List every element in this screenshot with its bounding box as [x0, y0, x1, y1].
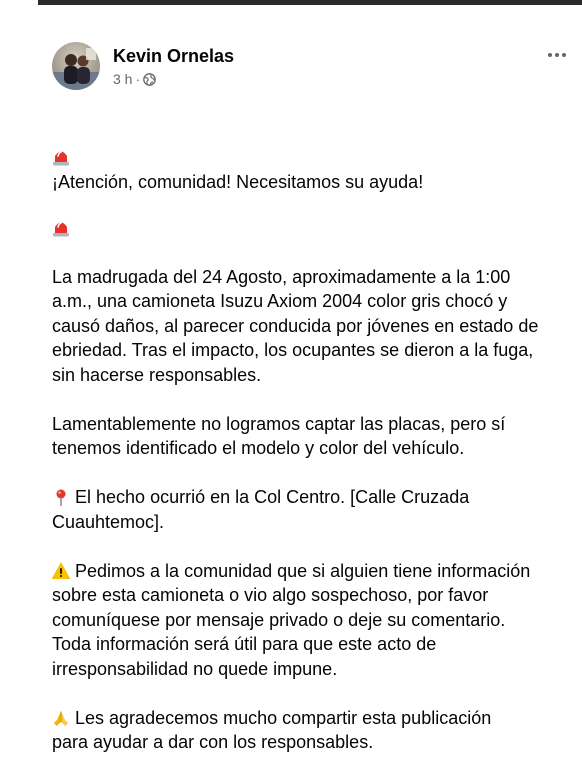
post-headline: [52, 99, 572, 240]
siren-emoji-icon: [52, 194, 70, 212]
avatar[interactable]: [52, 42, 100, 90]
meta-separator: ·: [135, 71, 141, 87]
globe-icon[interactable]: [143, 73, 156, 86]
paragraph-request: [52, 559, 572, 682]
post-header: [52, 42, 572, 92]
more-options-button[interactable]: [544, 42, 570, 68]
siren-emoji-icon: [52, 124, 70, 142]
location-text: El hecho ocurrió en la Col Centro. [Calle Cruzada Cuauhtemoc].: [52, 487, 470, 532]
paragraph-plates: Lamentablemente no logramos captar las placas, pero sí tenemos identificado el modelo y color del vehículo.: [52, 413, 506, 458]
post-meta: [113, 71, 156, 87]
warning-emoji-icon: [52, 562, 70, 580]
paragraph-location: [52, 485, 572, 534]
thanks-text: Les agradecemos mucho compartir esta publicación para ayudar a dar con los responsables.: [52, 707, 492, 752]
post-body: [52, 99, 572, 779]
folded-hands-emoji-icon: [52, 709, 70, 727]
headline-text: ¡Atención, comunidad! Necesitamos su ayuda!: [52, 171, 424, 192]
more-options-icon: [548, 53, 552, 57]
paragraph-thanks: [52, 706, 572, 755]
post-time[interactable]: 3 h: [113, 71, 133, 87]
request-text: Pedimos a la comunidad que si alguien tiene información sobre esta camioneta o vio algo sospechoso, por favor comuníquese por mensaje privado o deje su comentario. Toda información será útil para que este acto de irresponsabilidad no quede impune.: [52, 560, 531, 679]
author-name[interactable]: Kevin Ornelas: [113, 46, 235, 66]
paragraph-incident: La madrugada del 24 Agosto, aproximadamente a la 1:00 a.m., una camioneta Isuzu Axiom 2004 color gris chocó y causó daños, al parecer conducida por jóvenes en estado de ebriedad. Tras el impacto, los ocupantes se dieron a la fuga, sin hacerse responsables.: [52, 266, 539, 385]
pin-emoji-icon: [52, 488, 70, 506]
